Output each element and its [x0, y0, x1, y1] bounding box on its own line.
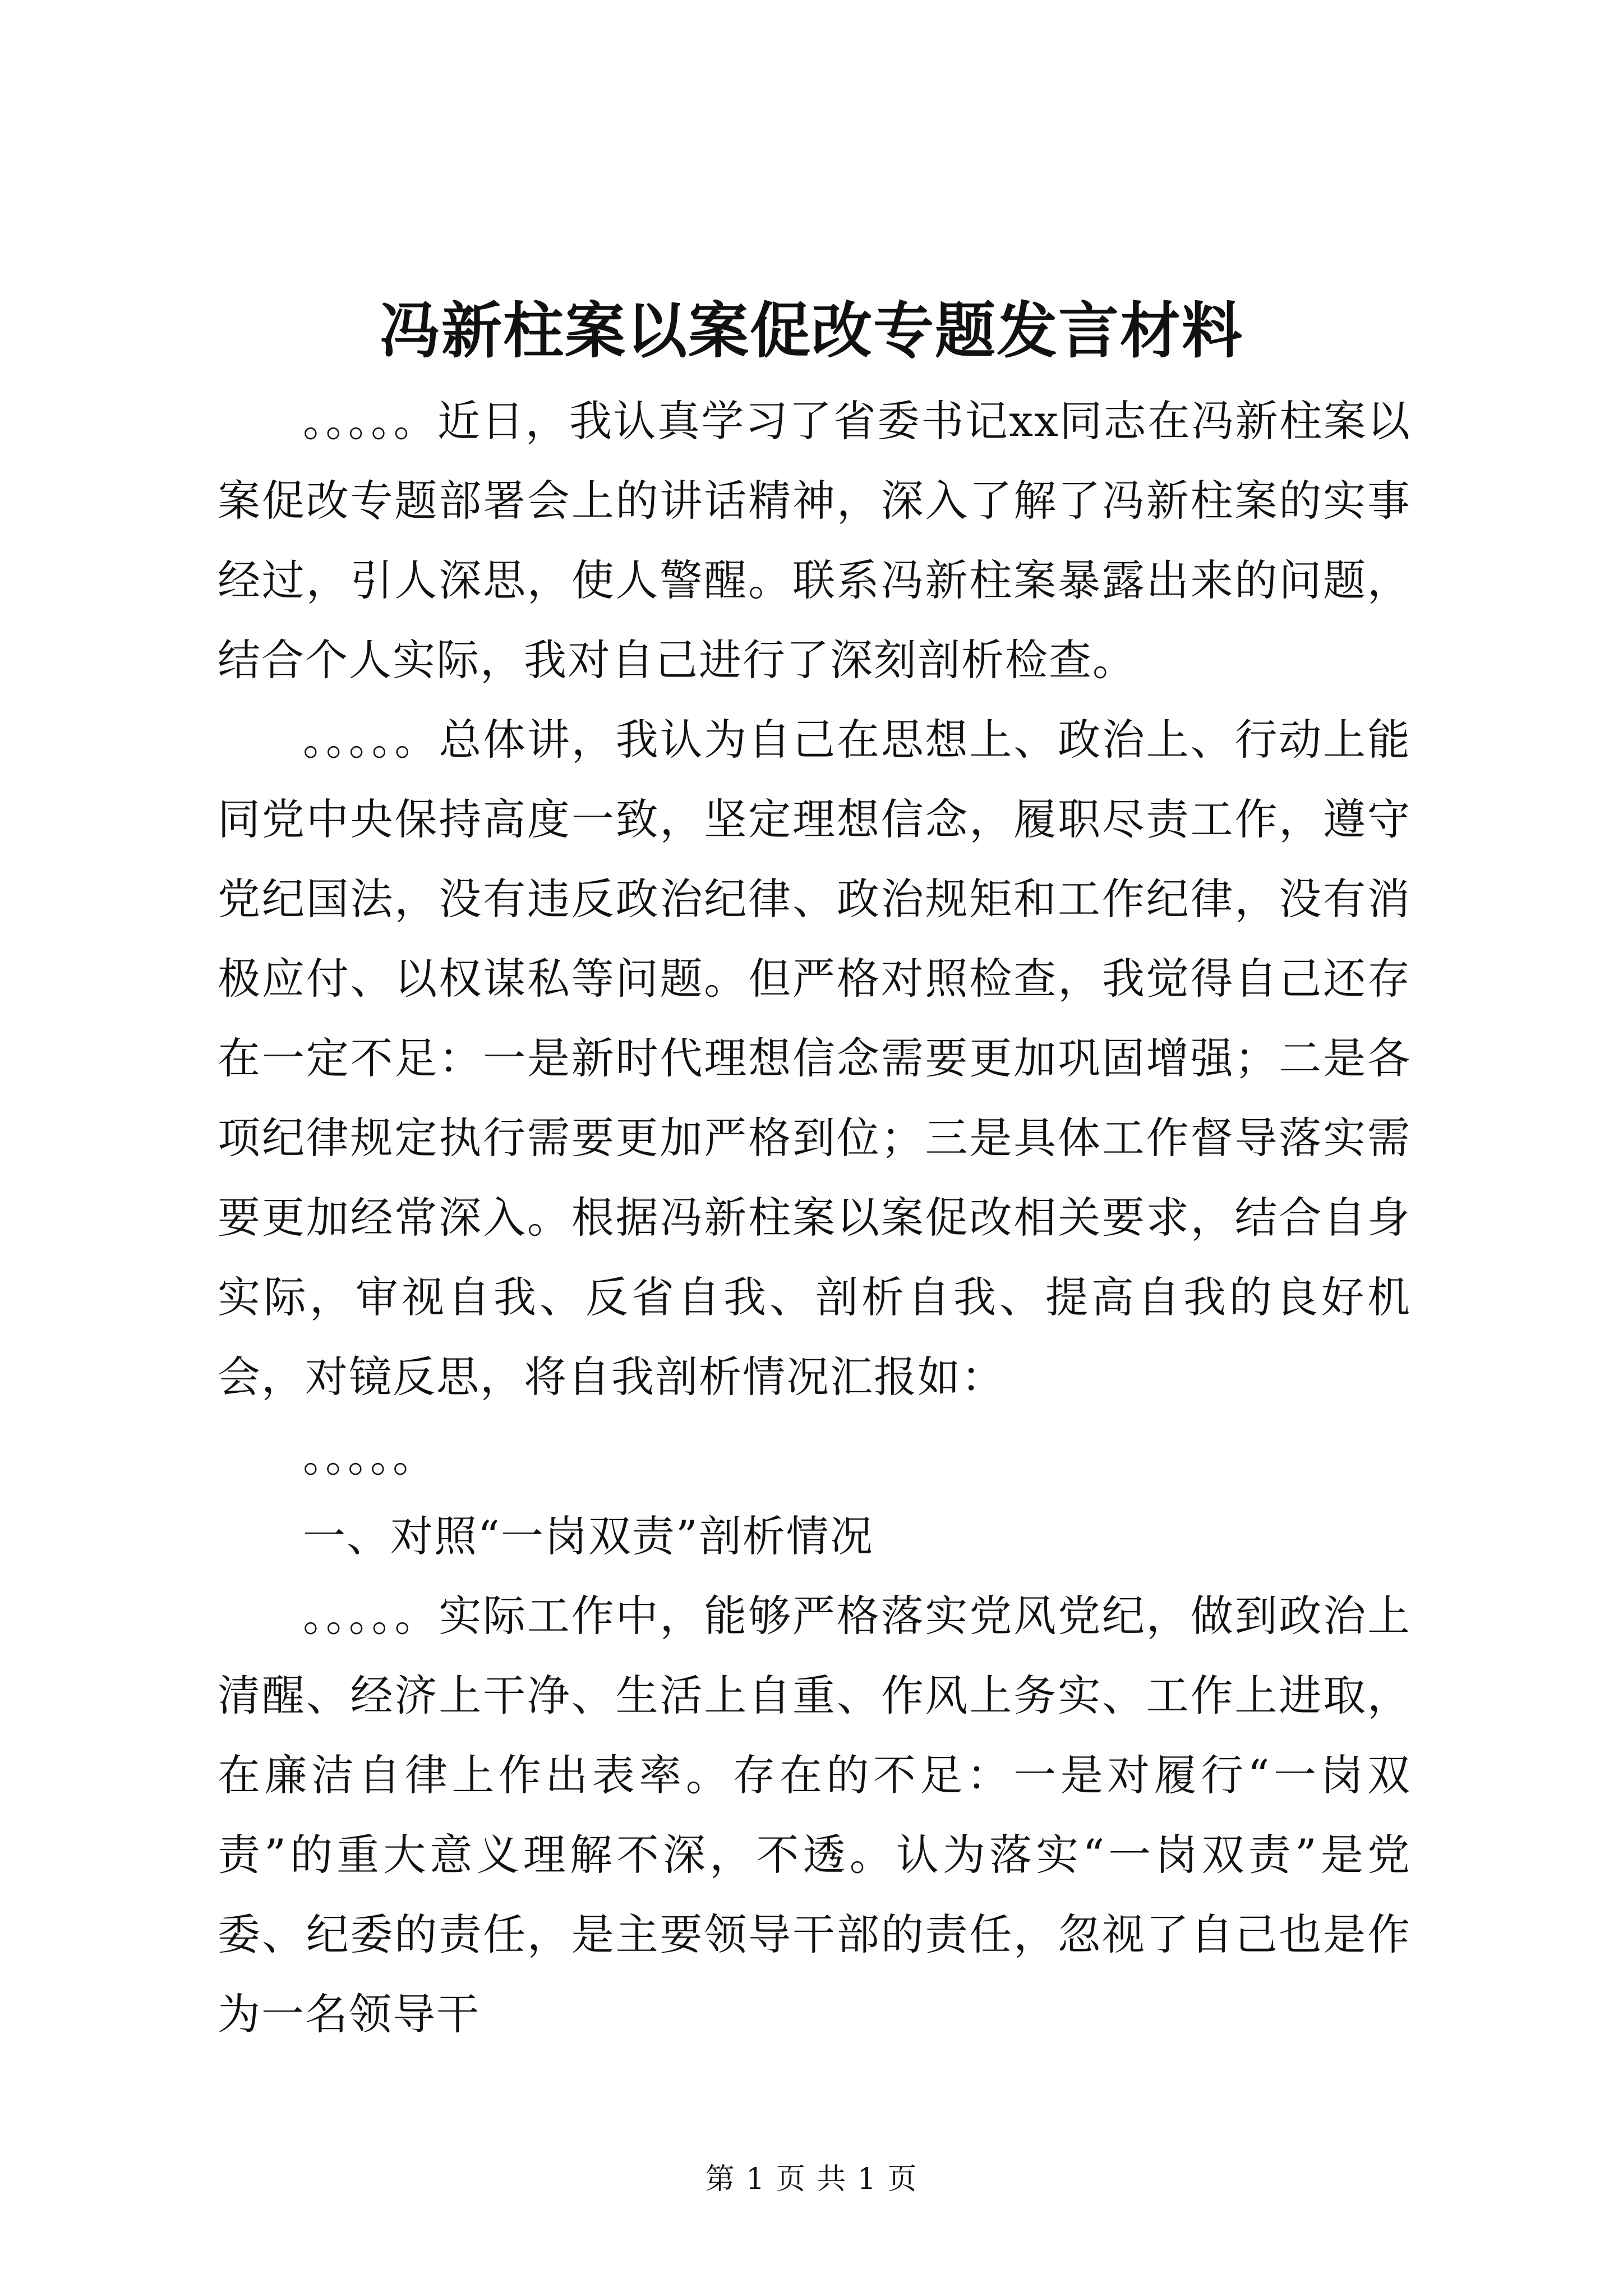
section-heading-1: 一、对照“一岗双责”剖析情况 — [303, 1511, 874, 1561]
document-title: 冯新柱案以案促改专题发言材料 — [379, 296, 1243, 366]
paragraph-overall: 。。。。。总体讲，我认为自己在思想上、政治上、行动上能同党中央保持高度一致，坚定理想信念，履职尽责工作，遵守党纪国法，没有违反政治纪律、政治规矩和工作纪律，没有消极应付、以权谋私等问题。但严格对照检查，我觉得自己还存在一定不足：一是新时代理想信念需要更加巩固增强；二是各项纪律规定执行需要更加严格到位；三是具体工作督导落实需要更加经常深入。根据冯新柱案以案促改相关要求，结合自身实际，审视自我、反省自我、剖析自我、提高自我的良好机会，对镜反思，将自我剖析情况汇报如： — [218, 715, 1411, 1402]
document-body — [218, 381, 1411, 2054]
paragraph-dots: 。。。。。 — [303, 1432, 436, 1481]
page-footer: 第 1 页 共 1 页 — [705, 2162, 918, 2196]
paragraph-section-1: 。。。。。实际工作中，能够严格落实党风党纪，做到政治上清醒、经济上干净、生活上自重、作风上务实、工作上进取，在廉洁自律上作出表率。存在的不足：一是对履行“一岗双责”的重大意义理解不深，不透。认为落实“一岗双责”是党委、纪委的责任，是主要领导干部的责任，忽视了自己也是作为一名领导干 — [218, 1591, 1411, 2039]
paragraph-intro: 。。。。。近日，我认真学习了省委书记xx同志在冯新柱案以案促改专题部署会上的讲话精神，深入了解了冯新柱案的实事经过，引人深思，使人警醒。联系冯新柱案暴露出来的问题，结合个人实际，我对自己进行了深刻剖析检查。 — [218, 396, 1411, 685]
